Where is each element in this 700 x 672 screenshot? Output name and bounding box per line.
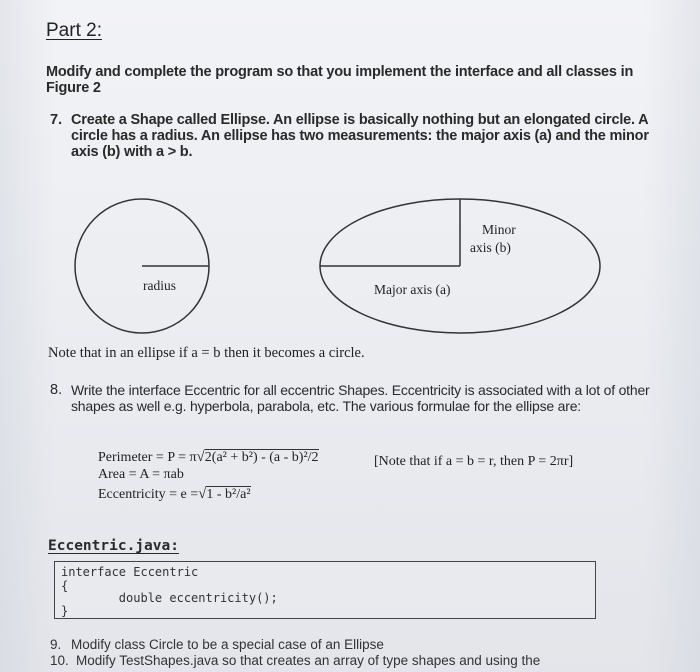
area-formula: Area = A = πab — [98, 467, 184, 482]
code-line: { — [61, 579, 69, 593]
eccentricity-lhs: Eccentricity = e = — [98, 487, 199, 502]
code-file-title: Eccentric.java: — [48, 538, 179, 554]
perimeter-lhs: Perimeter = P = π — [98, 450, 197, 465]
ellipse-note: Note that in an ellipse if a = b then it becomes a circle. — [48, 345, 365, 361]
sqrt-icon: √ — [198, 486, 207, 502]
radius-label: radius — [143, 278, 176, 293]
perimeter-formula — [98, 449, 319, 466]
perimeter-rhs: 2(a² + b²) - (a - b)²/2 — [204, 450, 319, 465]
major-axis-label: Major axis (a) — [374, 282, 451, 297]
code-line: double eccentricity(); — [61, 591, 278, 605]
item-8-text: Write the interface Eccentric for all eccentric Shapes. Eccentricity is associated with a lot of other shapes as well e.g. hyperbola, parabola, etc. The various formulae for the ellipse are: — [71, 382, 650, 414]
code-line: interface Eccentric — [61, 565, 199, 579]
item-10-text: Modify TestShapes.java so that creates an array of type shapes and using the — [76, 653, 541, 668]
eccentricity-formula — [98, 486, 251, 503]
item-10-number: 10. — [50, 653, 69, 668]
intro-paragraph: Modify and complete the program so that you implement the interface and all classes in Figure 2 — [46, 64, 634, 96]
item-7-number: 7. — [50, 112, 63, 128]
item-9-text: Modify class Circle to be a special case of an Ellipse — [71, 637, 384, 652]
circle-perimeter-note: [Note that if a = b = r, then P = 2πr] — [374, 454, 574, 469]
minor-axis-label-line2: axis (b) — [470, 240, 511, 255]
code-block — [54, 561, 596, 619]
item-7-text: Create a Shape called Ellipse. An ellipse is basically nothing but an elongated circle. A circle has a radius. An ellipse has two measurements: the major axis (a) and the minor axis (b) with a > b. — [71, 112, 649, 160]
minor-axis-label-line1: Minor — [482, 222, 516, 237]
item-9-number: 9. — [50, 637, 62, 652]
eccentricity-rhs: 1 - b²/a² — [206, 487, 251, 502]
sqrt-icon: √ — [196, 449, 205, 465]
item-8-number: 8. — [50, 382, 63, 398]
page-title: Part 2: — [46, 20, 102, 41]
code-line: } — [61, 604, 69, 618]
